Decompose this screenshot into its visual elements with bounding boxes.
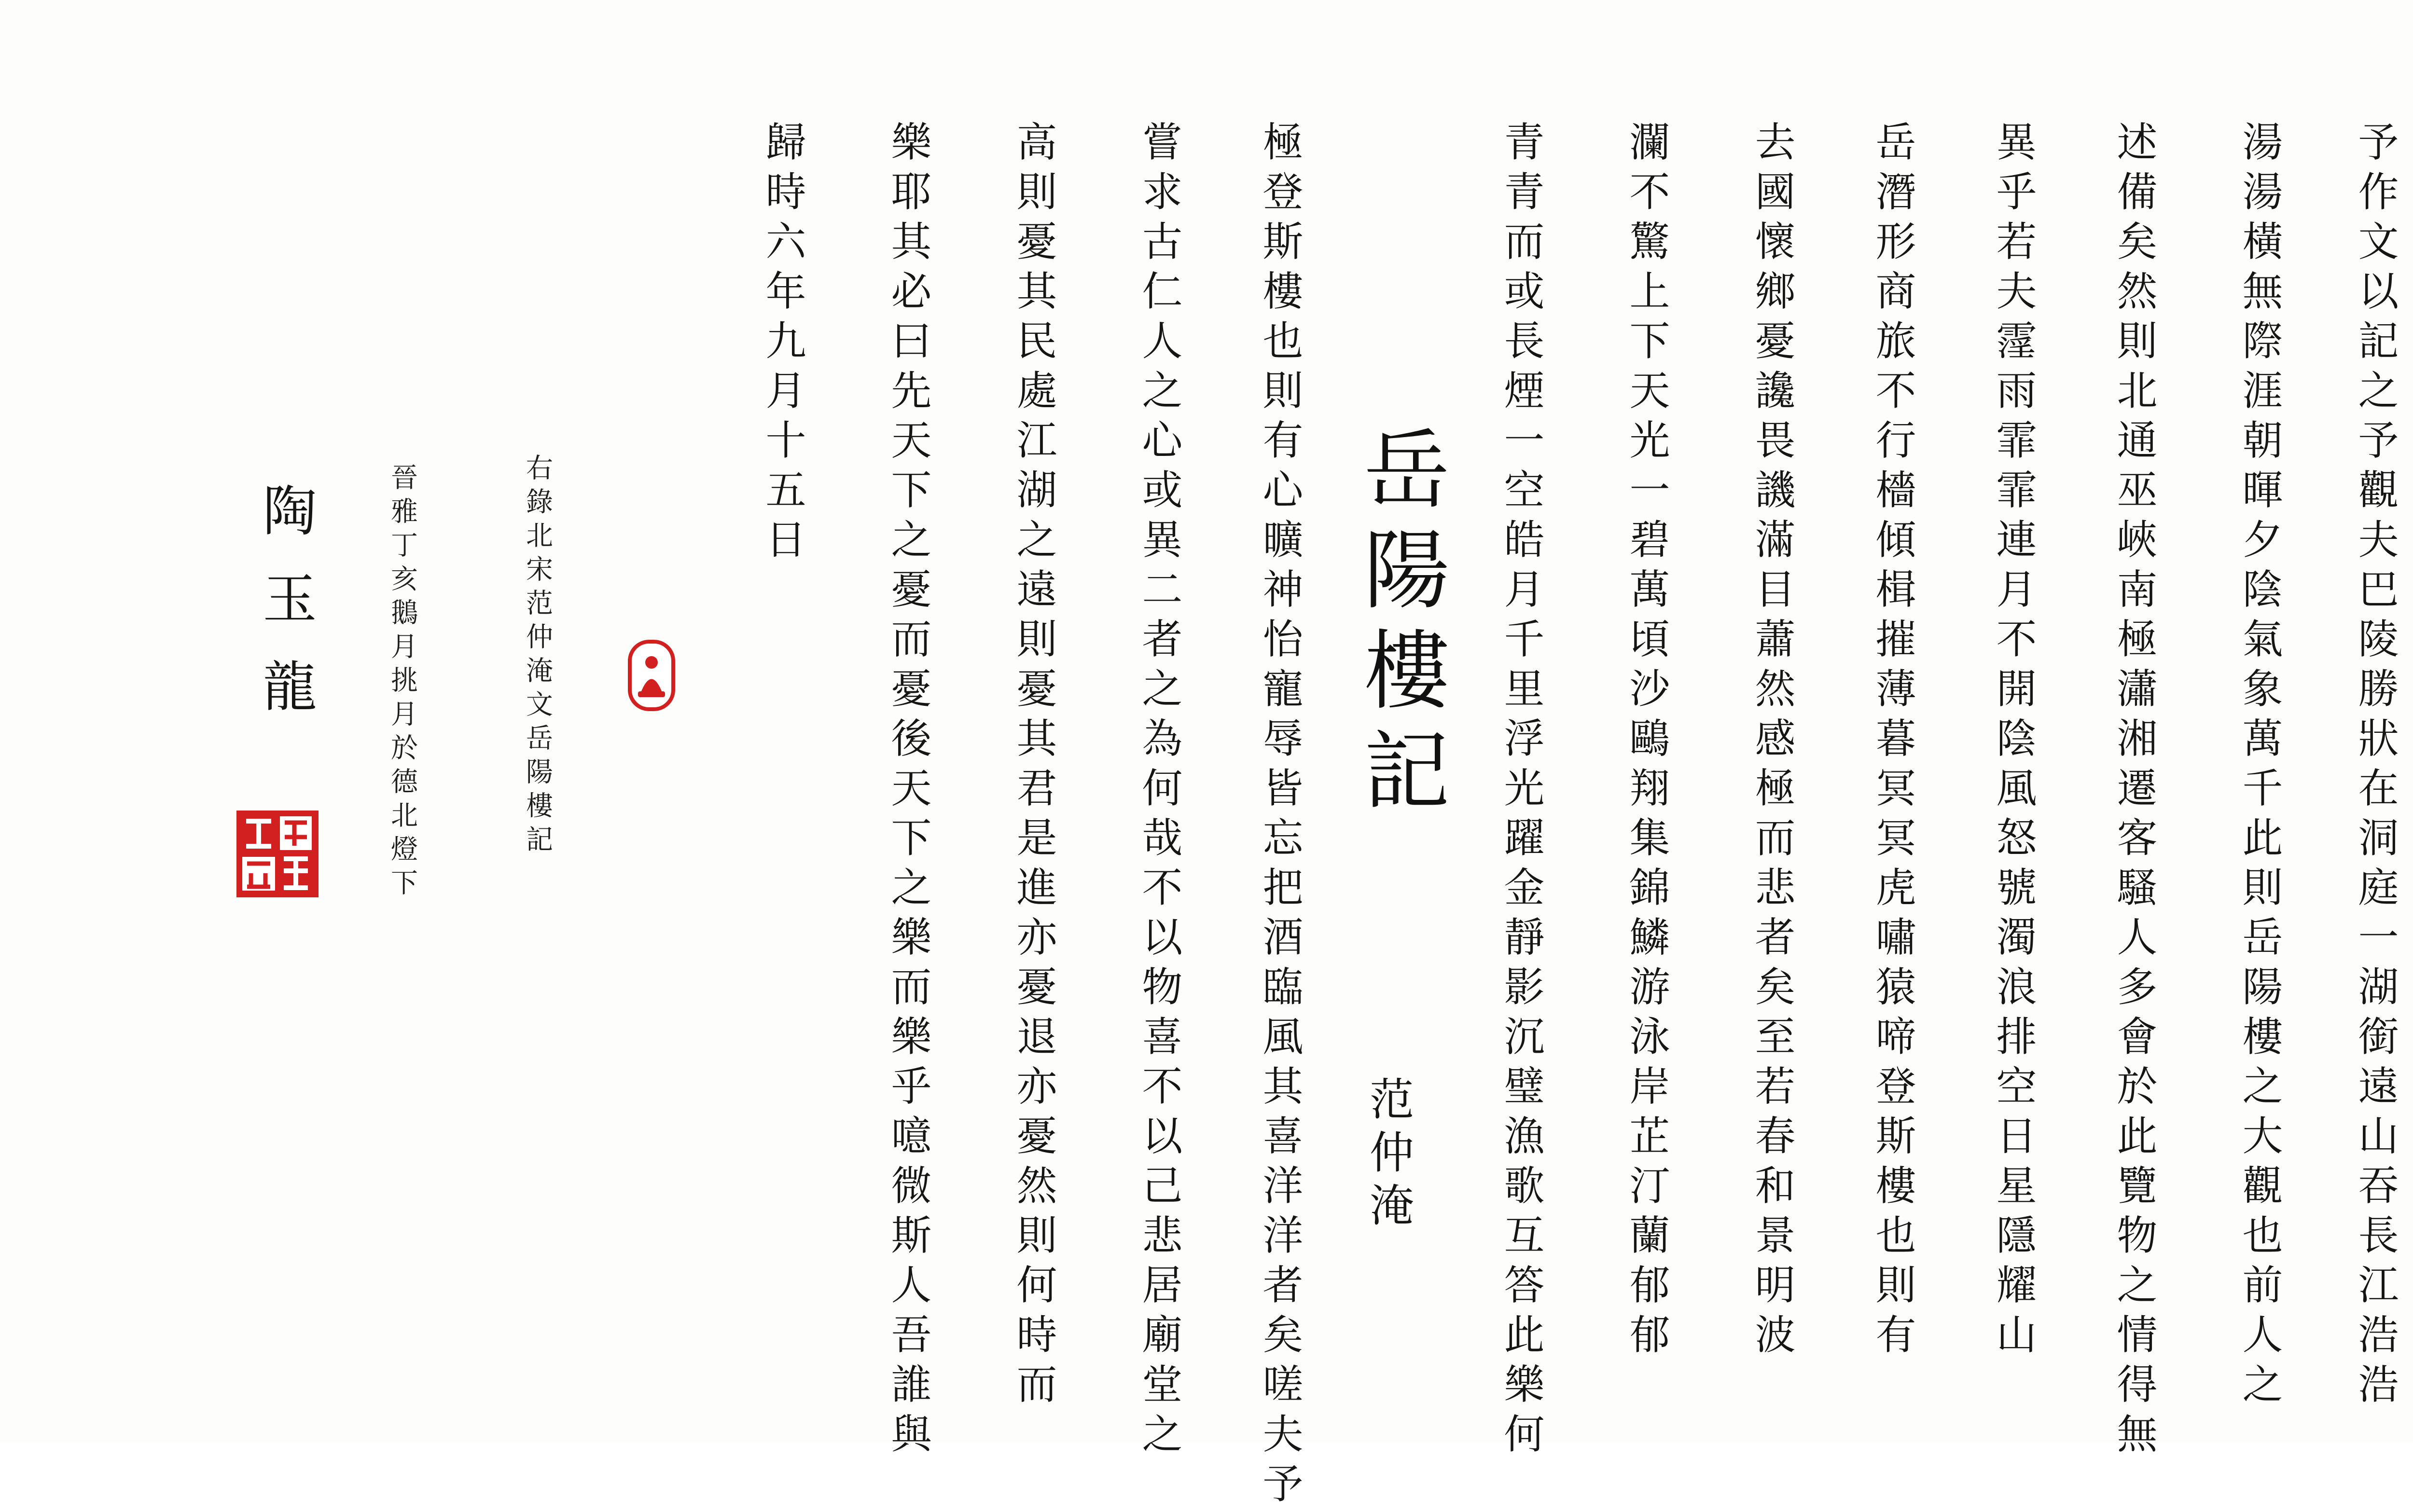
text-column-6: 異乎若夫霪雨霏霏連月不開陰風怒號濁浪排空日星隱耀山 [1990,121,2037,1363]
text-column-9: 瀾不驚上下天光一碧萬頃沙鷗翔集錦鱗游泳岸芷汀蘭郁郁 [1623,121,1670,1363]
text-column-14: 樂耶其必曰先天下之憂而憂後天下之樂而樂乎噫微斯人吾誰與 [885,121,932,1462]
text-column-5: 述備矣然則北通巫峽南極瀟湘遷客騷人多會於此覽物之情得無 [2110,121,2158,1462]
text-column-10: 青青而或長煙一空皓月千里浮光躍金靜影沉璧漁歌互答此樂何 [1498,121,1545,1462]
signer-name: 陶玉龍 [254,482,317,746]
postscript-title: 右錄北宋范仲淹文岳陽樓記 [522,454,553,859]
text-column-15: 歸時六年九月十五日 [759,121,806,568]
name-seal-icon [236,811,319,897]
text-column-7: 岳潛形商旅不行檣傾楫摧薄暮冥冥虎嘯猿啼登斯樓也則有 [1869,121,1916,1363]
postscript-date: 晉雅丁亥鵝月挑月於德北燈下 [387,463,418,902]
text-column-8: 去國懷鄉憂讒畏譏滿目蕭然感極而悲者矣至若春和景明波 [1748,121,1796,1363]
document-title: 岳陽樓記 [1349,425,1449,826]
text-column-4: 湯湯橫無際涯朝暉夕陰氣象萬千此則岳陽樓之大觀也前人之 [2236,121,2283,1413]
text-column-13: 高則憂其民處江湖之遠則憂其君是進亦憂退亦憂然則何時而 [1010,121,1057,1413]
author-name: 范仲淹 [1362,1076,1414,1235]
text-column-11: 極登斯樓也則有心曠神怡寵辱皆忘把酒臨風其喜洋洋者矣嗟夫予 [1256,121,1304,1512]
seated-buddha-seal-icon [627,639,676,712]
text-column-3: 予作文以記之予觀夫巴陵勝狀在洞庭一湖銜遠山吞長江浩浩 [2352,121,2399,1413]
text-column-12: 嘗求古仁人之心或異二者之為何哉不以物喜不以己悲居廟堂之 [1136,121,1183,1462]
